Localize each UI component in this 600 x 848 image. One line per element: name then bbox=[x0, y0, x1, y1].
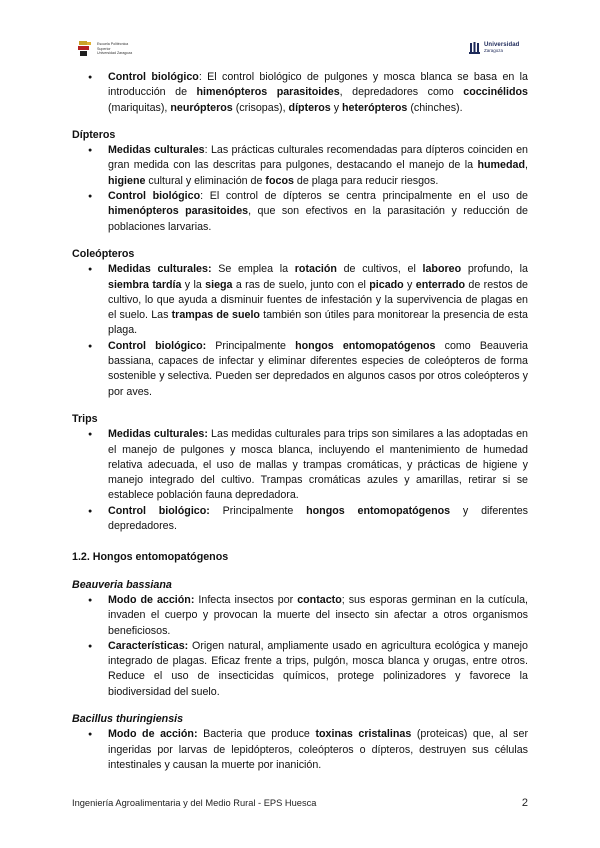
item-label: Medidas culturales: bbox=[108, 428, 208, 441]
emphasis: heterópteros bbox=[342, 101, 408, 114]
emphasis: siembra tardía bbox=[108, 278, 182, 291]
item-label: Control biológico bbox=[108, 190, 201, 203]
section-heading: 1.2. Hongos entomopatógenos bbox=[72, 551, 229, 564]
list-item bbox=[72, 593, 528, 639]
text: y bbox=[330, 101, 343, 114]
list-item bbox=[72, 727, 528, 773]
emphasis: himenópteros parasitoides bbox=[108, 205, 249, 218]
item-label: Control biológico: bbox=[108, 339, 207, 352]
eps-logo bbox=[78, 41, 132, 63]
list-item bbox=[72, 504, 528, 535]
university-name: Universidad bbox=[484, 42, 520, 48]
emphasis: siega bbox=[205, 278, 233, 291]
emphasis: rotación bbox=[294, 263, 337, 276]
list-item bbox=[72, 262, 528, 338]
emphasis: dípteros bbox=[288, 101, 331, 114]
item-label: Modo de acción: bbox=[108, 593, 195, 606]
emphasis: contacto bbox=[297, 593, 342, 606]
item-label: Características: bbox=[108, 639, 189, 652]
eps-emblem-icon bbox=[78, 41, 92, 57]
list-item bbox=[72, 189, 528, 235]
emphasis: enterrado bbox=[415, 278, 466, 291]
emphasis: focos bbox=[265, 174, 294, 187]
text: : Las prácticas culturales recomendadas para dípteros coinciden en gran medida con las descritas para pulgones, destacando el manejo de la bbox=[108, 144, 528, 172]
emphasis: toxinas cristalinas bbox=[315, 728, 412, 741]
text: y diferentes depredadores. bbox=[108, 504, 529, 533]
emphasis: hongos entomopatógenos bbox=[295, 339, 436, 352]
item-label: Control biológico bbox=[108, 71, 199, 83]
text: de restos de cultivo, lo que ayuda a disminuir fuentes de infestación y la supervivencia de plagas en el suelo. Las bbox=[108, 278, 528, 322]
text: Principalmente bbox=[206, 339, 296, 352]
emphasis: picado bbox=[369, 278, 404, 291]
emphasis: higiene bbox=[108, 174, 146, 187]
university-logo bbox=[469, 42, 519, 55]
emphasis: laboreo bbox=[422, 263, 462, 276]
text: , que son efectivos en la parasitación y reducción de poblaciones larvarias. bbox=[108, 205, 528, 233]
list-item bbox=[72, 143, 528, 189]
text: (mariquitas), bbox=[108, 101, 171, 114]
text: Se emplea la bbox=[211, 263, 295, 276]
text: : El control biológico de pulgones y mosca blanca se basa en la introducción de bbox=[108, 71, 528, 99]
eps-logo-line-1: Escuela Politécnica bbox=[97, 42, 129, 46]
page-number: 2 bbox=[521, 797, 528, 809]
university-city: Zaragoza bbox=[484, 48, 504, 53]
aphid-control-list bbox=[72, 70, 528, 116]
text: de plaga para reducir riesgos. bbox=[293, 174, 439, 187]
text: a ras de suelo, junto con el bbox=[232, 278, 370, 291]
heading-trips: Trips bbox=[72, 412, 98, 425]
item-label: Modo de acción: bbox=[108, 728, 198, 741]
eps-logo-text bbox=[97, 42, 132, 56]
text: y bbox=[403, 278, 416, 291]
item-label: Medidas culturales bbox=[108, 144, 205, 157]
heading-beauveria: Beauveria bassiana bbox=[72, 578, 172, 591]
emphasis: humedad bbox=[477, 159, 526, 172]
university-crest-icon bbox=[469, 42, 480, 55]
eps-logo-line-3: Universidad Zaragoza bbox=[97, 51, 133, 56]
footer-text: Ingeniería Agroalimentaria y del Medio Rural - EPS Huesca bbox=[72, 798, 317, 808]
text: y la bbox=[181, 278, 206, 291]
heading-bacillus: Bacillus thuringiensis bbox=[72, 712, 184, 725]
item-label: Medidas culturales: bbox=[108, 263, 212, 276]
document-body bbox=[72, 70, 528, 773]
list-item bbox=[72, 339, 528, 400]
text: Principalmente bbox=[209, 504, 307, 517]
text: Infecta insectos por bbox=[194, 593, 298, 606]
emphasis: neurópteros bbox=[170, 101, 233, 114]
text: Bacteria que produce bbox=[197, 728, 316, 741]
heading-coleopteros: Coleópteros bbox=[72, 247, 135, 260]
text: también son útiles para monitorear la presencia de esta plaga. bbox=[108, 309, 529, 337]
beauveria-list bbox=[72, 593, 528, 700]
page-footer bbox=[72, 798, 528, 808]
emphasis: himenópteros parasitoides bbox=[196, 86, 340, 99]
text: (proteicas) que, al ser ingeridas por larvas de lepidópteros, coleópteros o dípteros, destruyen sus células intestinales y causan la muerte por inanición. bbox=[108, 728, 528, 771]
list-item bbox=[72, 427, 528, 503]
bacillus-list bbox=[72, 727, 528, 773]
heading-dipteros: Dípteros bbox=[72, 128, 116, 141]
item-label: Control biológico: bbox=[108, 504, 210, 517]
text: ; sus esporas germinan en la cutícula, invaden el cuerpo y provocan la muerte del insecto sin afectar a otros organismos beneficiosos. bbox=[108, 593, 528, 637]
dipteros-list bbox=[72, 143, 528, 235]
trips-list bbox=[72, 427, 528, 534]
text: (chinches). bbox=[407, 101, 463, 114]
text: , bbox=[525, 159, 528, 172]
emphasis: hongos entomopatógenos bbox=[306, 504, 451, 517]
text: cultural y eliminación de bbox=[145, 174, 266, 187]
text: (crisopas), bbox=[232, 101, 289, 114]
emphasis: coccinélidos bbox=[463, 86, 528, 99]
coleopteros-list bbox=[72, 262, 528, 400]
text: profundo, la bbox=[461, 263, 528, 276]
text: : El control de dípteros se centra principalmente en el uso de bbox=[200, 190, 528, 203]
text: , depredadores como bbox=[339, 86, 464, 99]
list-item bbox=[72, 70, 528, 116]
text: como Beauveria bassiana, capaces de infectar y eliminar diferentes especies de coleópteros de forma sostenible y selectiva. Pueden ser depredados en algunos casos por otros coleópteros y por aves. bbox=[108, 339, 528, 398]
text: Origen natural, ampliamente usado en agricultura ecológica y manejo integrado de plagas. Eficaz frente a trips, pulgón, mosca blanca y orugas, entre otros. Reduce el uso de insecticidas químicos, protege polinizadores y favorece la biodiversidad del suelo. bbox=[108, 639, 528, 698]
text: de cultivos, el bbox=[336, 263, 423, 276]
emphasis: trampas de suelo bbox=[171, 309, 260, 322]
text: Las medidas culturales para trips son similares a las adoptadas en el manejo de pulgones y mosca blanca, incluyendo el mantenimiento de humedad relativa adecuada, el uso de mallas y trampas cromáticas, y prácticas de higiene y manejo integrado del cultivo. Trampas cromáticas azules y amarillas, retirar si se establece población fauna depredadora. bbox=[108, 428, 529, 502]
list-item bbox=[72, 639, 528, 700]
eps-logo-line-2: Superior bbox=[97, 46, 111, 51]
